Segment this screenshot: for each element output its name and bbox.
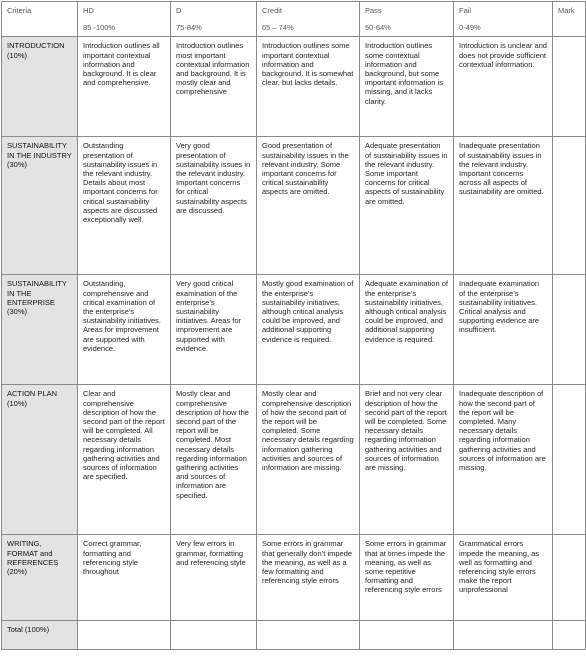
criterion-cell	[2, 275, 78, 385]
header-d-grade: D	[176, 6, 182, 15]
header-d	[171, 2, 257, 37]
cell-credit: Some errors in grammar that generally don’t impede the meaning, as well as a few formatting and referencing style errors	[257, 535, 360, 621]
header-pass	[360, 2, 454, 37]
cell-pass: Introduction outlines some contextual information and background, but some important information is missing, and it lacks clarity.	[360, 37, 454, 137]
header-hd-range: 85 -100%	[83, 23, 116, 33]
header-fail-grade: Fail	[459, 6, 472, 15]
header-credit-range: 65 – 74%	[262, 23, 294, 33]
mark-input-cell[interactable]	[553, 535, 586, 621]
total-cell-fail	[454, 621, 553, 650]
criterion-cell	[2, 385, 78, 535]
cell-hd: Outstanding, comprehensive and critical examination of the enterprise’s sustainability initiatives. Areas for improvement are supported with evidence.	[78, 275, 171, 385]
criterion-cell	[2, 535, 78, 621]
cell-credit: Good presentation of sustainability issues in the relevant industry. Some important concerns for critical sustainability aspects are omitted.	[257, 137, 360, 275]
total-cell-credit	[257, 621, 360, 650]
table-row	[2, 275, 586, 385]
criterion-weight: (30%)	[7, 307, 28, 317]
total-row	[2, 621, 586, 650]
criterion-cell	[2, 37, 78, 137]
cell-d: Very good presentation of sustainability issues in the relevant industry. Important concerns for critical sustainability aspects are discussed.	[171, 137, 257, 275]
total-mark-input-cell[interactable]	[553, 621, 586, 650]
cell-pass: Brief and not very clear description of how the second part of the report will be completed. Some necessary details regarding information gathering activities and sources of information are missing.	[360, 385, 454, 535]
criterion-weight: (20%)	[7, 567, 28, 577]
cell-pass: Some errors in grammar that at times impede the meaning, as well as some repetitive formatting and referencing style errors	[360, 535, 454, 621]
header-fail-range: 0-49%	[459, 23, 481, 33]
cell-credit: Introduction outlines some important contextual information and background. It is somewhat clear, but lacks details.	[257, 37, 360, 137]
cell-fail: Introduction is unclear and does not provide sufficient contextual information.	[454, 37, 553, 137]
total-label: Total (100%)	[2, 621, 78, 650]
cell-hd: Clear and comprehensive description of how the second part of the report will be completed. All necessary details regarding information gathering activities and sources of information are specified.	[78, 385, 171, 535]
cell-d: Very few errors in grammar, formatting and referencing style	[171, 535, 257, 621]
cell-d: Mostly clear and comprehensive description of how the second part of the report will be completed. Most necessary details regarding information gathering activities and sources of information are specified.	[171, 385, 257, 535]
header-hd	[78, 2, 171, 37]
cell-hd: Introduction outlines all important contextual information and background. It is clear and comprehensive.	[78, 37, 171, 137]
header-criteria: Criteria	[2, 2, 78, 37]
mark-input-cell[interactable]	[553, 385, 586, 535]
mark-input-cell[interactable]	[553, 37, 586, 137]
mark-input-cell[interactable]	[553, 275, 586, 385]
criterion-label: SUSTAINABILITY IN THE ENTERPRISE	[7, 279, 67, 307]
cell-hd: Correct grammar, formatting and referencing style throughout	[78, 535, 171, 621]
criterion-cell	[2, 137, 78, 275]
cell-credit: Mostly good examination of the enterprise’s sustainability initiatives, although critical analysis could be improved, and additional supporting evidence is required.	[257, 275, 360, 385]
cell-credit: Mostly clear and comprehensive description of how the second part of the report will be completed. Some necessary details regarding information gathering activities and sources of information are missing.	[257, 385, 360, 535]
header-credit-grade: Credit	[262, 6, 283, 15]
table-row	[2, 535, 586, 621]
cell-fail: Inadequate examination of the enterprise’s sustainability initiatives. Critical analysis and supporting evidence are insufficient.	[454, 275, 553, 385]
criterion-weight: (10%)	[7, 50, 28, 60]
cell-hd: Outstanding presentation of sustainability issues in the relevant industry. Details about most important concerns for critical sustainability aspects are discussed exceptionally well.	[78, 137, 171, 275]
cell-fail: Inadequate presentation of sustainability issues in the relevant industry. Important concerns across all aspects of sustainability are omitted.	[454, 137, 553, 275]
header-credit	[257, 2, 360, 37]
table-row	[2, 37, 586, 137]
total-cell-d	[171, 621, 257, 650]
criterion-weight: (10%)	[7, 398, 28, 408]
cell-fail: Inadequate description of how the second part of the report will be completed. Many necessary details regarding information gathering activities and sources of information are missing.	[454, 385, 553, 535]
cell-pass: Adequate examination of the enterprise’s sustainability initiatives, although critical analysis could be improved, and additional supporting evidence is required.	[360, 275, 454, 385]
criterion-weight: (30%)	[7, 159, 28, 169]
criterion-label: SUSTAINABILITY IN THE INDUSTRY	[7, 141, 72, 160]
cell-pass: Adequate presentation of sustainability issues in the relevant industry. Some important concerns for critical aspects of sustainability are omitted.	[360, 137, 454, 275]
criterion-label: WRITING, FORMAT and REFERENCES	[7, 539, 59, 567]
table-row	[2, 385, 586, 535]
criterion-label: ACTION PLAN	[7, 389, 58, 399]
header-pass-range: 50-64%	[365, 23, 391, 33]
mark-input-cell[interactable]	[553, 137, 586, 275]
criterion-label: INTRODUCTION	[7, 41, 65, 51]
total-cell-hd	[78, 621, 171, 650]
header-fail	[454, 2, 553, 37]
header-mark: Mark	[553, 2, 586, 37]
table-row	[2, 137, 586, 275]
rubric-table	[1, 1, 586, 650]
total-cell-pass	[360, 621, 454, 650]
cell-d: Very good critical examination of the enterprise’s sustainability initiatives. Areas for improvement are supported with evidence.	[171, 275, 257, 385]
cell-d: Introduction outlines most important contextual information and background. It is mostly clear and comprehensive.	[171, 37, 257, 137]
cell-fail: Grammatical errors impede the meaning, as well as formatting and referencing style errors make the report unprofessional	[454, 535, 553, 621]
header-row	[2, 2, 586, 37]
header-hd-grade: HD	[83, 6, 94, 15]
header-d-range: 75-84%	[176, 23, 202, 33]
header-pass-grade: Pass	[365, 6, 382, 15]
